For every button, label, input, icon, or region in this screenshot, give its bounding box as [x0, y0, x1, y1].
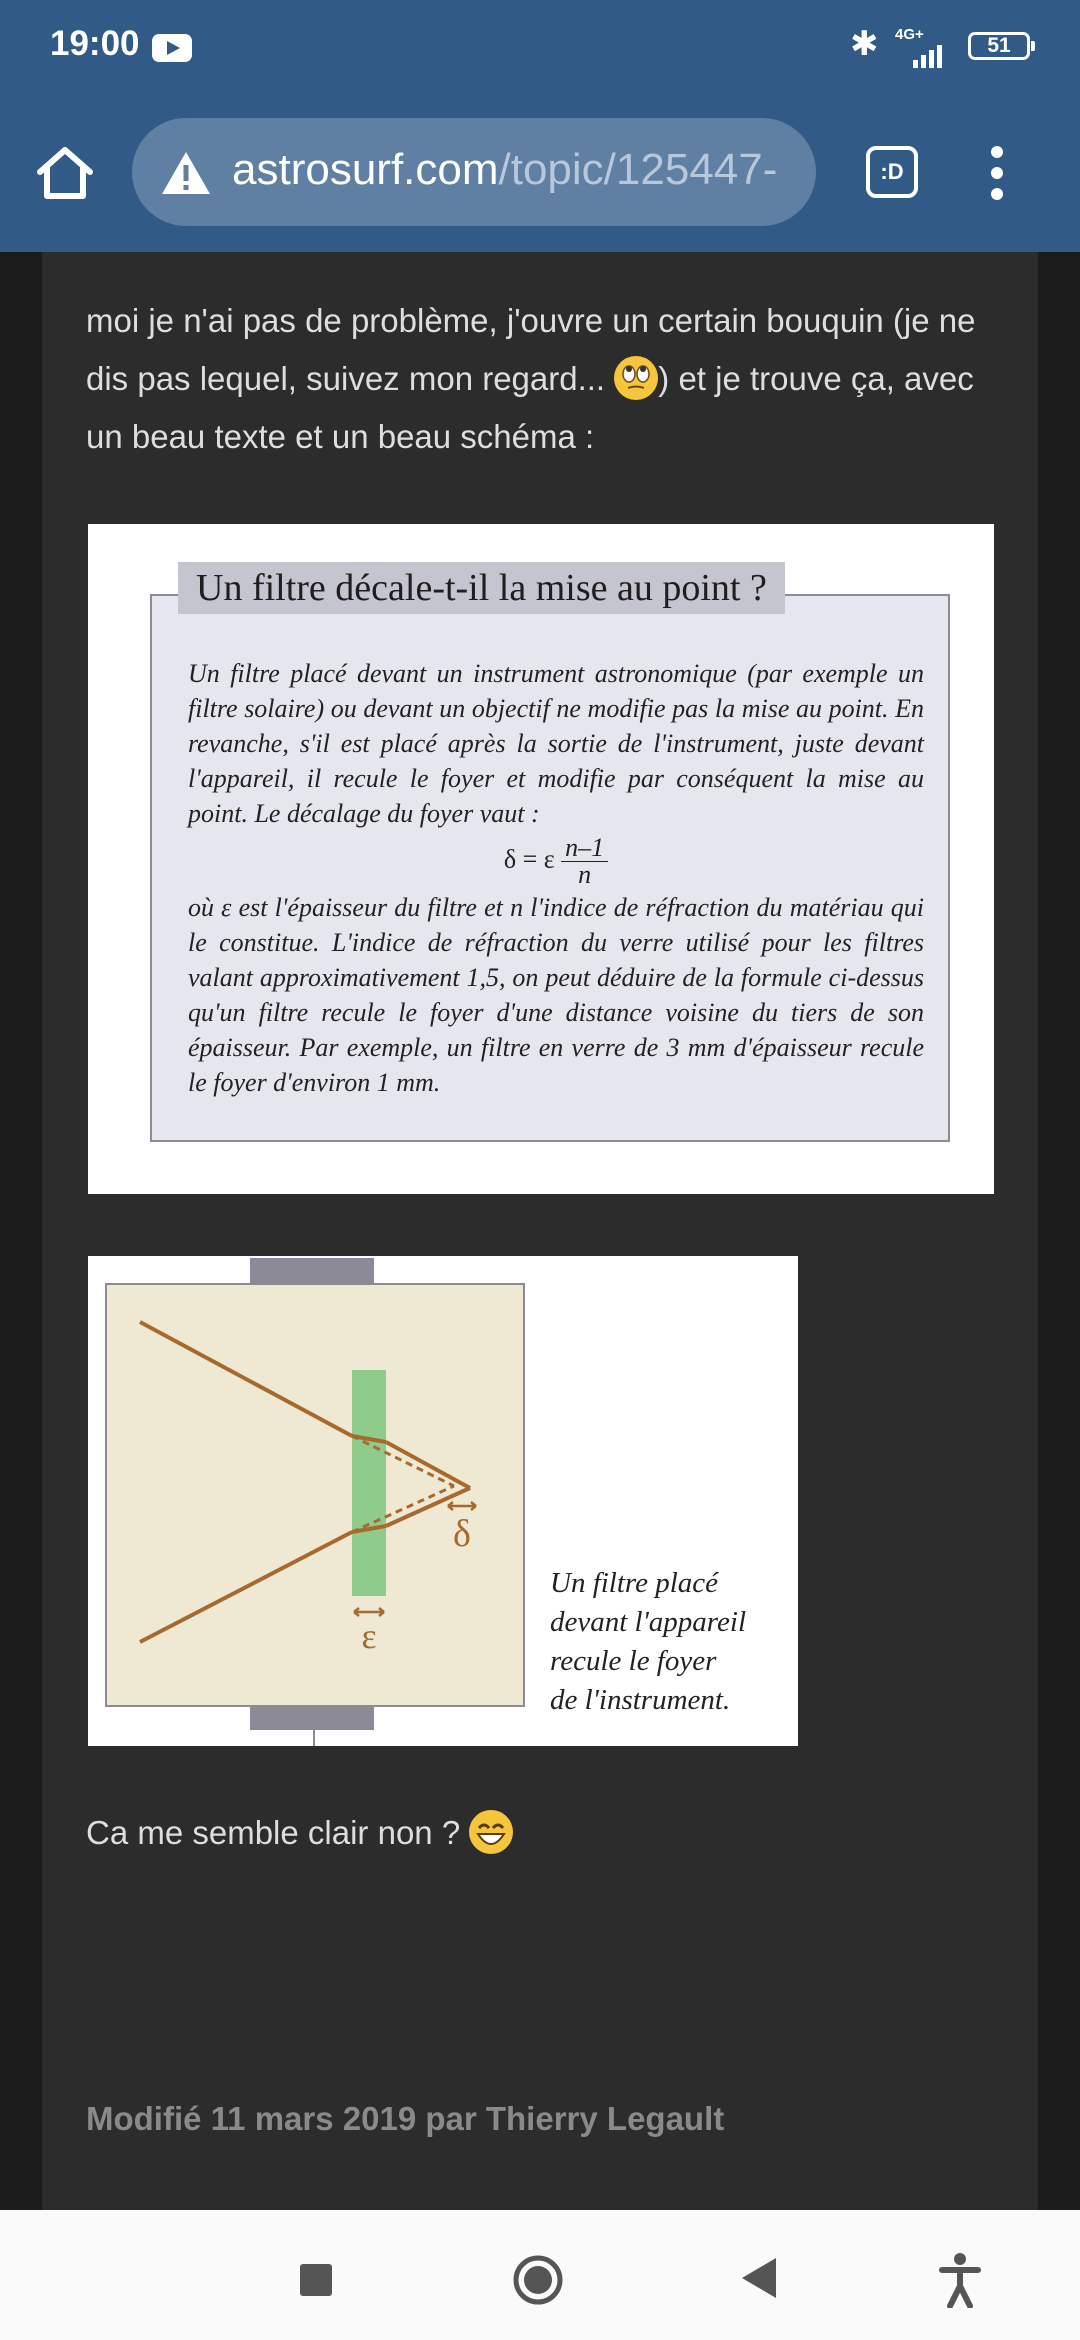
formula-numerator: n–1 [561, 835, 608, 862]
closing-line [86, 1810, 513, 1854]
bluetooth-icon: ✱ [850, 25, 879, 63]
status-time: 19:00 [50, 24, 140, 63]
filter-diagram-image[interactable] [88, 1256, 798, 1746]
url-domain: astrosurf.com [232, 145, 499, 194]
rolling-eyes-emoji-icon [614, 356, 658, 400]
grinning-emoji-icon [469, 1810, 513, 1854]
excerpt-body [188, 656, 924, 1100]
youtube-notification-icon [152, 34, 192, 62]
address-bar[interactable] [132, 118, 816, 226]
status-bar [0, 0, 1080, 96]
diagram-caption [550, 1564, 790, 1720]
home-button[interactable] [512, 2254, 564, 2306]
epsilon-label: ε [361, 1616, 377, 1656]
post-intro [86, 292, 1016, 466]
url-path: /topic/125447- [498, 145, 778, 194]
network-type-label: 4G+ [895, 26, 924, 43]
home-icon[interactable] [34, 142, 96, 204]
caption-line-1: Un filtre placé [550, 1567, 719, 1599]
caption-line-4: de l'instrument. [550, 1684, 731, 1716]
more-menu-icon[interactable] [990, 146, 1004, 202]
modified-info: Modifié 11 mars 2019 par Thierry Legault [86, 2100, 725, 2137]
browser-toolbar [0, 96, 1080, 252]
accessibility-icon[interactable] [938, 2252, 982, 2308]
filter-rect [352, 1370, 386, 1596]
excerpt-text-after: où ε est l'épaisseur du filtre et n l'indice de réfraction du matériau qui le constitue. L'indice de réfraction du verre utilisé pour les filtres valant approximativement 1,5, on peut déduire de la formule ci-dessus qu'un filtre recule le foyer d'une distance voisine du tiers de son épaisseur. Par exemple, un filtre en verre de 3 mm d'épaisseur recule le foyer d'environ 1 mm. [188, 893, 924, 1097]
closing-text: Ca me semble clair non ? [86, 1814, 470, 1851]
formula-lhs: δ = ε [503, 844, 555, 874]
back-button[interactable] [742, 2258, 776, 2298]
battery-indicator: 51 [968, 32, 1030, 60]
system-nav-bar [0, 2210, 1080, 2340]
intro-text-2: ) et je trouve ça, avec un beau texte et un beau schéma : [86, 360, 974, 455]
diagram-bottom-mount [250, 1706, 374, 1730]
diagram-top-mount [250, 1258, 374, 1284]
focus-shift-formula [188, 835, 924, 888]
excerpt-box [150, 594, 950, 1142]
diagram-frame [106, 1284, 524, 1706]
tab-switcher-button[interactable]: :D [866, 146, 918, 198]
intro-text-1: moi je n'ai pas de problème, j'ouvre un certain bouquin (je ne dis pas lequel, suivez mon regard... [86, 302, 976, 397]
excerpt-title: Un filtre décale-t-il la mise au point ? [178, 562, 785, 614]
warning-icon[interactable] [160, 150, 212, 196]
caption-line-3: recule le foyer [550, 1645, 717, 1677]
formula-denominator: n [578, 860, 592, 889]
recents-button[interactable] [300, 2264, 332, 2296]
url-text[interactable] [232, 145, 777, 195]
caption-line-2: devant l'appareil [550, 1606, 747, 1638]
book-excerpt-image[interactable] [88, 524, 994, 1194]
delta-label: δ [453, 1513, 471, 1555]
excerpt-text-before: Un filtre placé devant un instrument astronomique (par exemple un filtre solaire) ou devant un objectif ne modifie pas la mise au point. En revanche, s'il est placé après la sortie de l'instrument, juste devant l'appareil, il recule le foyer et modifie par conséquent la mise au point. Le décalage du foyer vaut : [188, 659, 924, 828]
